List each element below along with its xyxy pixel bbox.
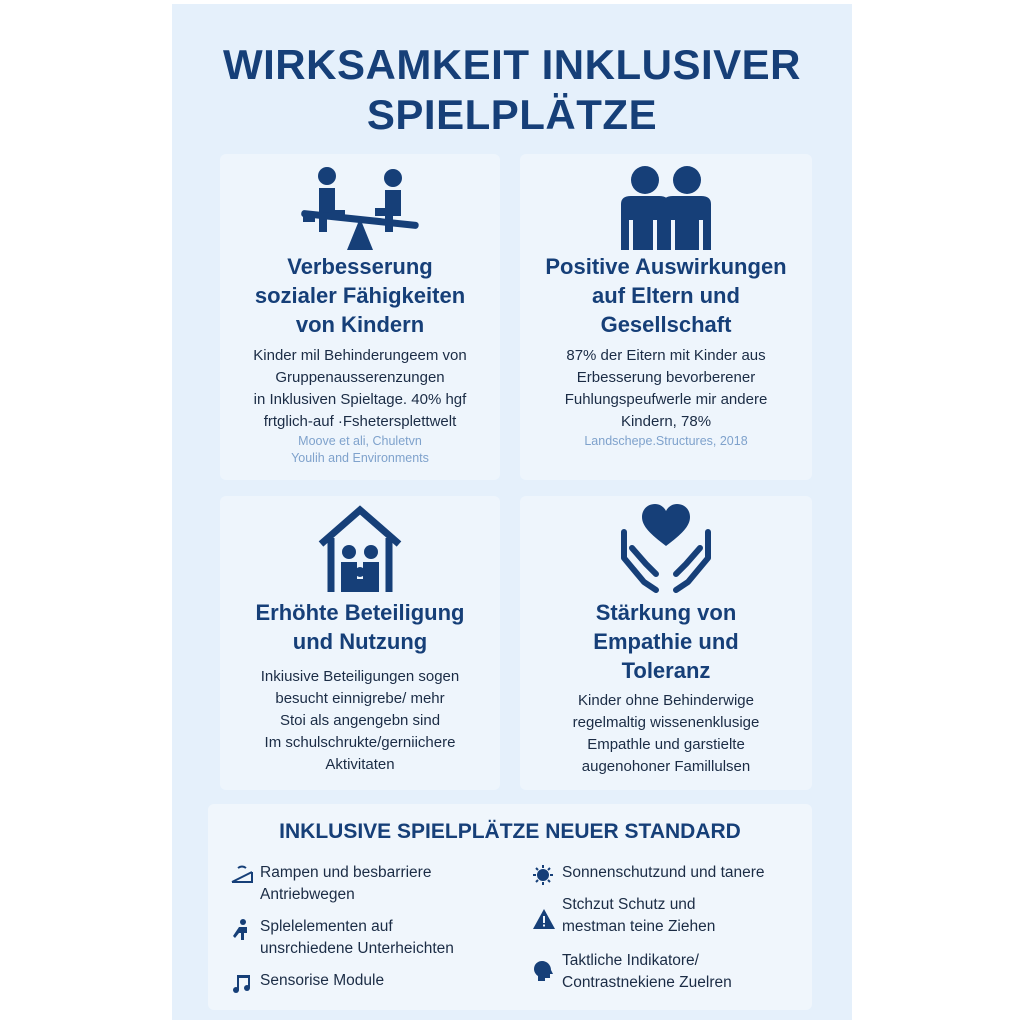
standards-title: INKLUSIVE SPIELPLÄTZE NEUER STANDARD	[279, 820, 741, 843]
tactile-head-icon	[532, 950, 562, 987]
poster	[172, 4, 852, 1020]
card-heading: Positive Auswirkungen auf Eltern und Gesellschaft	[545, 254, 787, 337]
page-title	[172, 40, 852, 140]
card-source: Landschepe.Structures, 2018	[584, 434, 748, 448]
standard-item-sun-protection: Sonnenschutzund und tanere	[532, 862, 765, 891]
card-parents-society	[520, 154, 812, 480]
card-heading: Stärkung von Empathie und Toleranz	[593, 600, 739, 683]
card-empathy	[520, 496, 812, 790]
family-house-icon	[220, 504, 500, 594]
music-note-icon	[230, 970, 260, 999]
card-body: Inkiusive Beteiligungen sogen besucht einnigrebe/ mehr Stoi als angengebn sind Im schulschrukte/gerniichere Aktivitaten	[260, 668, 460, 773]
card-source: Moove et ali, Chuletvn Youlih and Environments	[291, 434, 429, 465]
sun-icon	[532, 862, 562, 891]
card-body: 87% der Eitern mit Kinder aus Erbesserung bevorberener Fuhlungspeufwerle mir andere Kindern, 78%	[564, 347, 768, 430]
card-social-skills	[220, 154, 500, 480]
seesaw-children-icon	[220, 166, 500, 250]
title-line-1: WIRKSAMKEIT INKLUSIVER	[223, 41, 801, 88]
title-line-2: SPIELPLÄTZE	[366, 91, 658, 138]
card-heading: Erhöhte Beteiligung und Nutzung	[255, 600, 465, 654]
card-body: Kinder mil Behinderungeem von Gruppenausserenzungen in Inklusiven Spieltage. 40% hgf frtglich-auf ·Fshetersplettwelt	[253, 347, 467, 430]
card-body: Kinder ohne Behinderwige regelmaltig wissenenklusige Empathle und garstielte augenohoner Famillulsen	[572, 692, 760, 775]
standard-item-protection: Stchzut Schutz und mestman teine Ziehen	[532, 894, 715, 938]
card-participation	[220, 496, 500, 790]
standard-item-play-elements: Splelelementen auf unsrchiedene Unterheichten	[230, 916, 454, 960]
hands-heart-icon	[520, 502, 812, 594]
warning-icon	[532, 894, 562, 935]
standard-item-ramps: Rampen und besbarriere Antriebwegen	[230, 862, 431, 906]
standards-section	[208, 804, 812, 1010]
standard-item-sensory: Sensorise Module	[230, 970, 384, 999]
card-heading: Verbesserung sozialer Fähigkeiten von Kindern	[254, 254, 466, 337]
parent-couple-icon	[520, 164, 812, 250]
play-element-icon	[230, 916, 260, 947]
standard-item-tactile: Taktliche Indikatore/ Contrastnekiene Zuelren	[532, 950, 732, 994]
ramp-icon	[230, 862, 260, 891]
